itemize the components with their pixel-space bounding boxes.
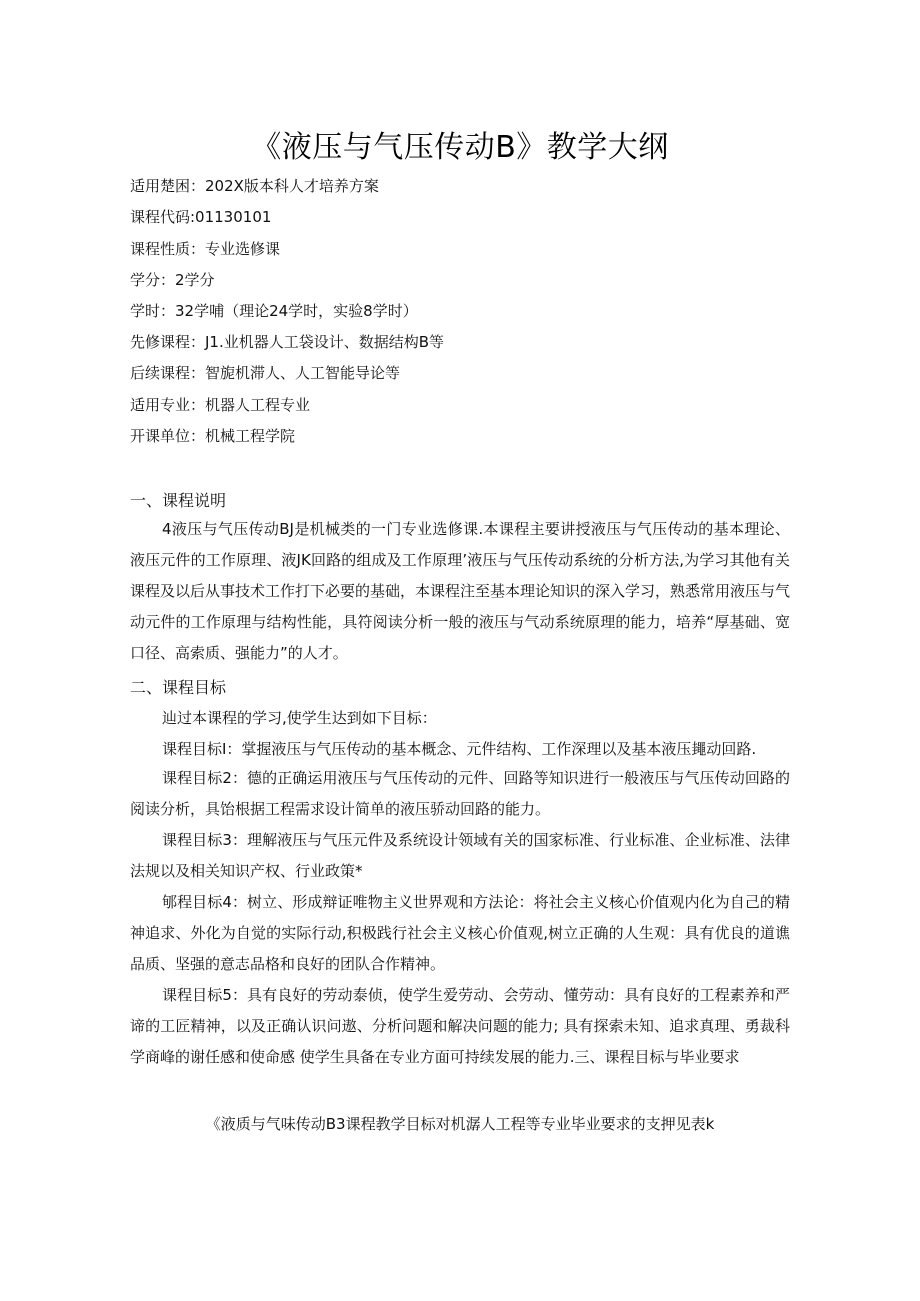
meta-scope: 适用楚困：202X版本科人才培养方案 [130, 177, 379, 195]
document-title: 《液压与气压传动B》教学大纲 [251, 130, 669, 165]
meta-course-code: 课程代码:01130101 [130, 208, 272, 226]
meta-course-type: 课程性质：专业选修课 [130, 240, 281, 258]
table-caption: 《液质与气味传动B3课程教学目标对机潺人工程等专业毕业要求的支押见表k [205, 1115, 715, 1133]
goal-1: 课程目标I：掌握液压与气压传动的基本概念、元件结构、工作深理以及基本液压䵷动回路. [162, 740, 757, 758]
goals-intro: 辿过本课程的学习,使学生达到如下目标： [162, 709, 437, 727]
section-heading-course-goals: 二、课程目标 [130, 678, 227, 697]
goal-5: 课程目标5：具有良好的劳动泰侦，使学生爱劳动、会劳动、懂劳动：具有良好的工程素养和严谛的工匠精神，以及正确认识问遨、分析问题和解决问题的能力; 具有探索未知、追求真理、勇裁科学商峰的谢任感和使命感 使学生具备在专业方面可持续发展的能力.三、课程目标与毕业要求 [130, 986, 790, 1066]
meta-major: 适用专业：机器人工程专业 [130, 396, 311, 414]
goal-3: 课程目标3：理解液压与气压元件及系统设计领域有关的国家标准、行业标准、企业标准、法律法规以及相关知识产权、行业政策* [130, 831, 790, 880]
meta-prerequisites: 先修课程：J1.业机器人工袋设计、数据结构B等 [130, 333, 445, 351]
meta-department: 开课单位：机械工程学院 [130, 427, 296, 445]
meta-credits: 学分：2学分 [130, 271, 215, 289]
goal-4: 郇程目标4：树立、形成辩证唯物主义世界观和方法论：将社会主义核心价值观内化为自己的精神追求、外化为自觉的实际行动,积极践行社会主义核心价值观,树立正确的人生观：具有优良的道谯品质、坚强的意志品格和良好的团队合作精神。 [130, 893, 790, 973]
course-description-paragraph: 4液压与气压传动BJ是机械类的一门专业选修课.本课程主要讲授液压与气压传动的基本理论、液压元件的工作原理、液JK回路的组成及工作原理’液压与气压传动系统的分析方法,为学习其他有关课程及以后从事技术工作打下必要的基础，本课程注至基本理论知识的深入学习，熟悉常用液压与气动元件的工作原理与结构性能，具符阅读分析一般的液压与气动系统原理的能力，培养“厚基础、宽口径、高索质、强能力”的人才。 [130, 520, 791, 662]
meta-hours: 学时：32学哺（理论24学时，实验8学时） [130, 302, 418, 320]
meta-followup: 后续课程：智旎机滞人、人工智能导论等 [130, 364, 401, 382]
section-heading-course-description: 一、课程说明 [130, 491, 227, 510]
goal-2: 课程目标2：德的正确运用液压与气压传动的元件、回路等知识进行一般液压与气压传动回路的阅读分析，具饴根据工程需求设计简单的液压骄动回路的能力。 [130, 769, 790, 818]
